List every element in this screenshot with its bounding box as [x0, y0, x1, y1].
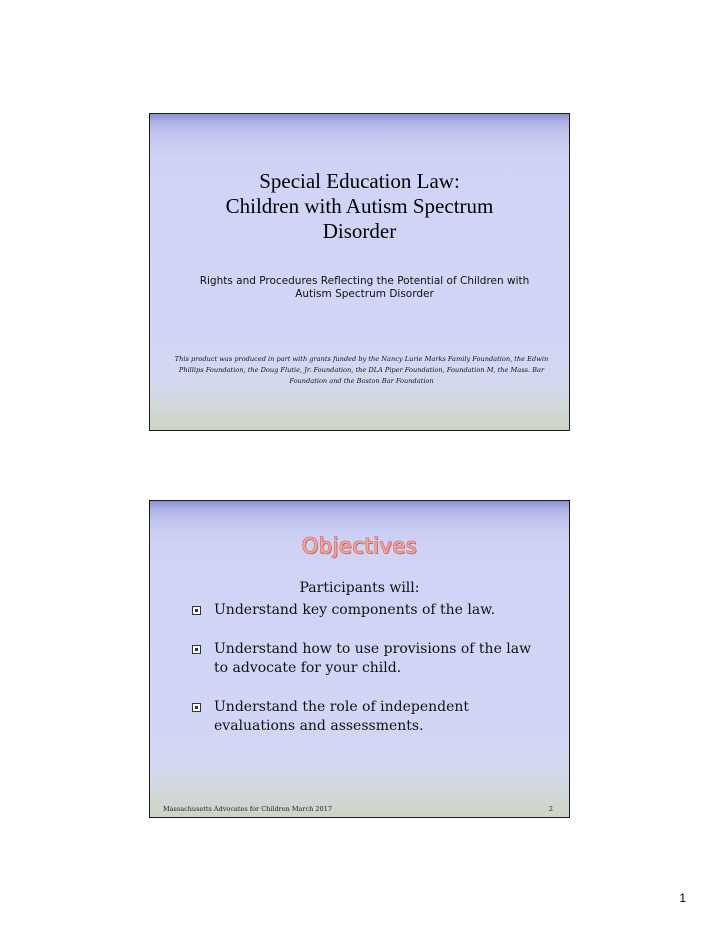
- list-item: [192, 698, 539, 736]
- list-item-text: Understand how to use provisions of the law to advocate for your child.: [214, 641, 532, 676]
- slide-1-subtitle: Rights and Procedures Reflecting the Potential of Children with Autism Spectrum Disorder: [199, 275, 530, 300]
- slide-2-slide-number: 2: [548, 805, 553, 813]
- slide-1-title: [150, 169, 569, 244]
- slide-1: [149, 113, 570, 431]
- boxed-dot-bullet-icon: [192, 703, 201, 712]
- slide-2-title: Objectives: [301, 534, 418, 558]
- list-item-text: Understand the role of independent evaluations and assessments.: [214, 699, 470, 734]
- slide-2: [149, 500, 570, 818]
- slide-2-intro: Participants will:: [299, 580, 420, 596]
- list-item: [192, 640, 539, 678]
- page-number: 1: [679, 891, 686, 905]
- slide-1-title-line: Special Education Law:: [259, 169, 460, 193]
- boxed-dot-bullet-icon: [192, 645, 201, 654]
- objectives-list: [192, 601, 539, 736]
- slide-1-title-line: Disorder: [322, 219, 397, 243]
- list-item-text: Understand key components of the law.: [214, 602, 496, 618]
- slide-2-footer-organization: Massachusetts Advocates for Children March 2017: [163, 805, 332, 813]
- slide-1-funding-credit: This product was produced in part with grants funded by the Nancy Lurie Marks Family Foundation, the Edwin Phillips Foundation, the Doug Flutie, Jr. Foundation, the DLA Piper Foundation, Foundation M, the Mass. Bar Foundation and the Boston Bar Foundation: [174, 355, 549, 385]
- boxed-dot-bullet-icon: [192, 606, 201, 615]
- slide-1-title-line: Children with Autism Spectrum: [225, 194, 494, 218]
- list-item: [192, 601, 539, 620]
